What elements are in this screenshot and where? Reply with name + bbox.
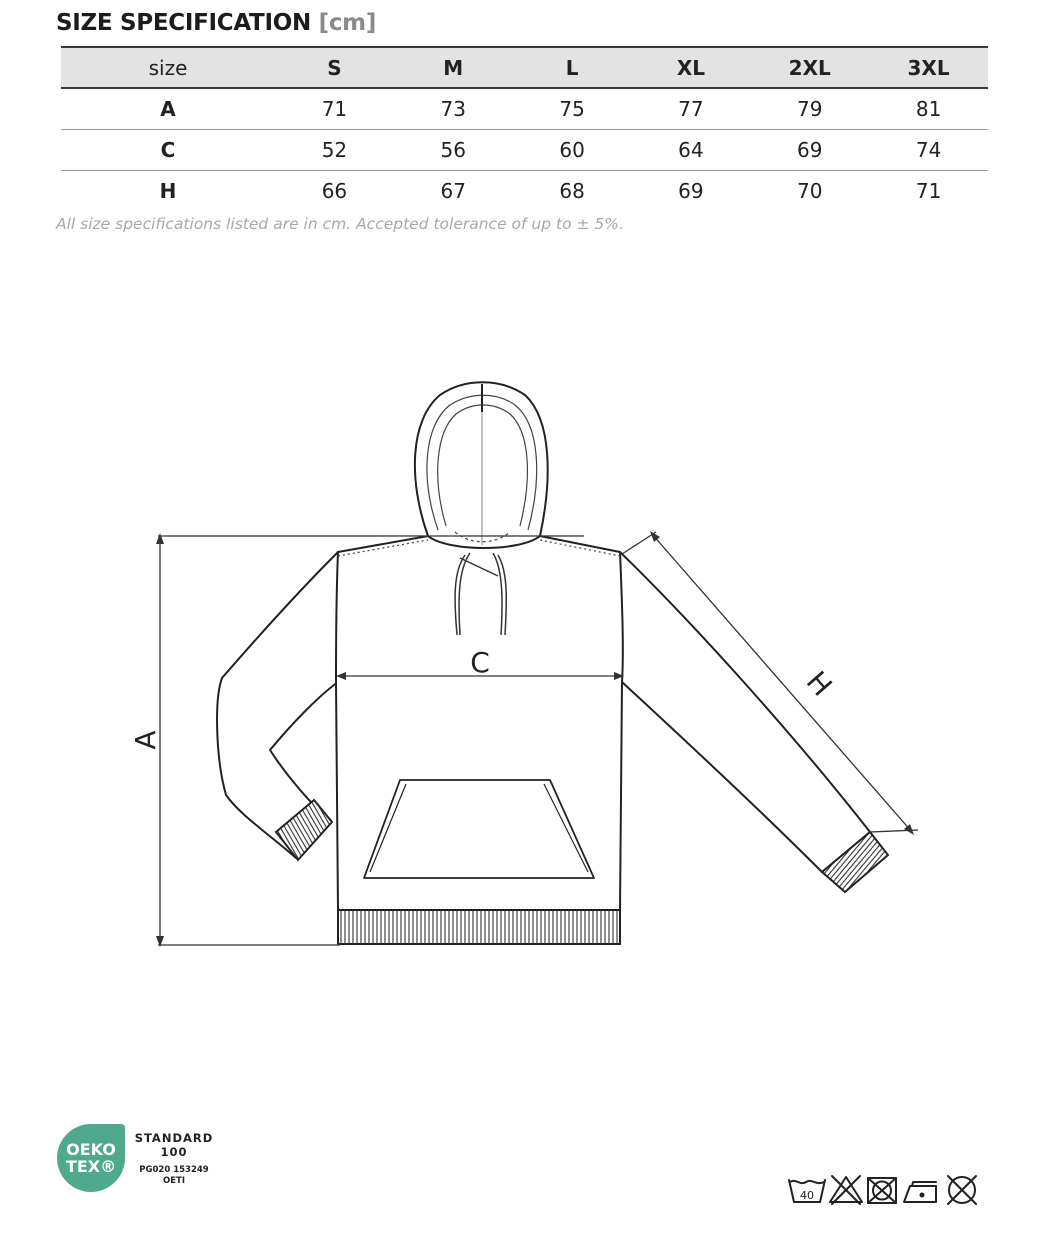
table-cell: 56 (394, 129, 513, 170)
header-l: L (513, 47, 632, 88)
wash-40-icon (789, 1180, 825, 1202)
table-cell: 70 (797, 178, 823, 203)
table-cell: 71 (915, 178, 942, 203)
label-c: C (470, 646, 490, 679)
label-h: H (799, 664, 839, 703)
table-cell: 75 (513, 88, 632, 129)
table-cell: 60 (513, 129, 632, 170)
header-m: M (394, 47, 513, 88)
hoodie-body (336, 536, 623, 910)
table-cell: 68 (559, 178, 585, 203)
row-label: A (61, 88, 275, 129)
care-symbols (786, 1172, 982, 1208)
oeko-badge-line2: TEX® (65, 1157, 117, 1176)
table-cell: 81 (869, 88, 988, 129)
table-cell: 79 (750, 88, 869, 129)
oeko-badge-line1: OEKO (66, 1140, 116, 1159)
table-cell: 77 (631, 88, 750, 129)
table-cell: 73 (394, 88, 513, 129)
table-cell: 69 (750, 129, 869, 170)
row-label: H (159, 178, 177, 203)
table-cell: 69 (678, 178, 704, 203)
table-cell: 66 (321, 178, 348, 203)
oeko-tex-details (132, 1131, 216, 1187)
iron-low-icon (904, 1182, 936, 1202)
certificate-institute: OETI (163, 1176, 185, 1186)
wash-temperature: 40 (800, 1189, 814, 1202)
hoodie-drawing (0, 370, 1046, 970)
table-cell: 67 (440, 178, 466, 203)
page-title (56, 10, 376, 36)
header-2xl: 2XL (750, 47, 869, 88)
certificate-code: PG020 153249 (139, 1165, 209, 1175)
header-size: size (61, 47, 275, 88)
waistband (338, 910, 620, 944)
header-xl: XL (631, 47, 750, 88)
do-not-dry-clean-icon (948, 1176, 976, 1204)
table-row (61, 88, 988, 129)
tolerance-note: All size specifications listed are in cm. Accepted tolerance of up to ± 5%. (56, 215, 624, 233)
table-cell: 74 (869, 129, 988, 170)
header-s: S (275, 47, 394, 88)
right-sleeve (620, 552, 870, 872)
standard-number: 100 (160, 1145, 188, 1159)
table-cell: 52 (275, 129, 394, 170)
row-label: C (61, 129, 275, 170)
label-a: A (129, 730, 162, 750)
do-not-bleach-icon (830, 1176, 862, 1204)
standard-label: STANDARD (134, 1131, 214, 1145)
do-not-tumble-dry-icon (868, 1178, 896, 1203)
table-row (61, 170, 988, 211)
header-3xl: 3XL (869, 47, 988, 88)
title-unit: [cm] (318, 10, 377, 36)
oeko-tex-logo (57, 1124, 125, 1192)
size-table (61, 46, 988, 211)
table-cell: 64 (631, 129, 750, 170)
table-header-row (61, 47, 988, 88)
table-row (61, 129, 988, 170)
table-cell: 71 (275, 88, 394, 129)
title-text: SIZE SPECIFICATION (56, 10, 311, 36)
